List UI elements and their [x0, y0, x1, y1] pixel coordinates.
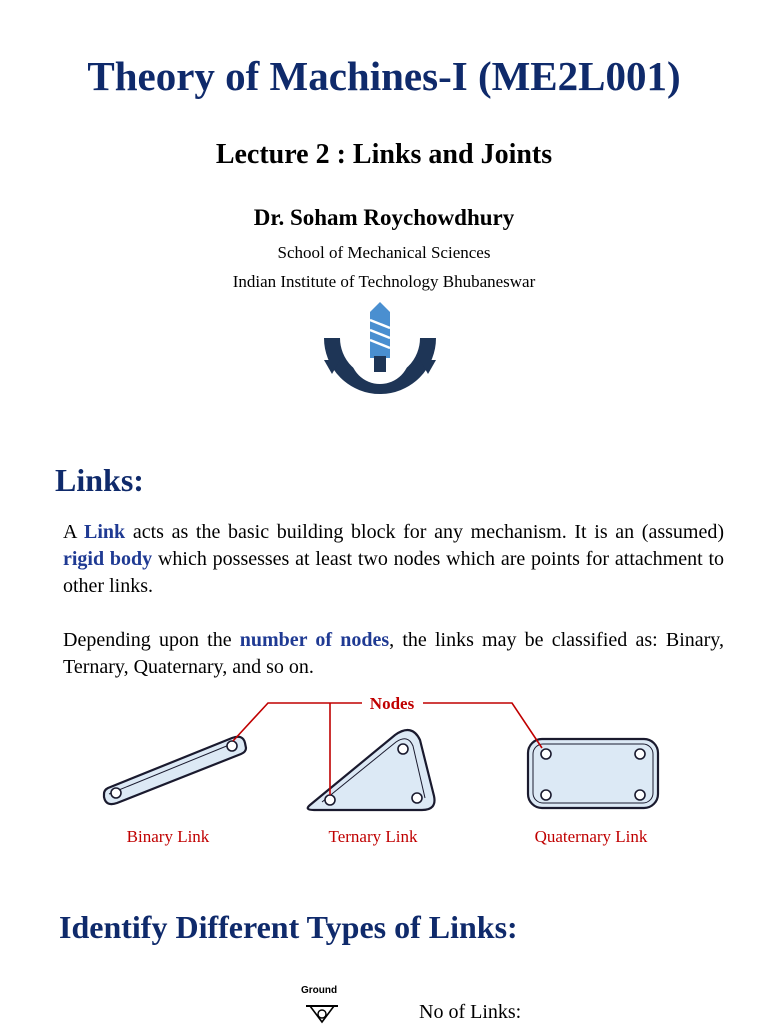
ground-label: Ground [301, 985, 338, 996]
links-heading: Links: [55, 462, 144, 498]
ternary-link-drawing [308, 730, 435, 810]
author-name: Dr. Soham Roychowdhury [253, 205, 515, 230]
identify-links-heading: Identify Different Types of Links: [59, 909, 518, 945]
affiliation-school: School of Mechanical Sciences [277, 243, 491, 262]
quaternary-link-label: Quaternary Link [534, 827, 648, 846]
binary-link-label: Binary Link [126, 827, 210, 846]
ternary-link-label: Ternary Link [328, 827, 418, 846]
term-number-of-nodes: number of nodes [239, 629, 390, 651]
binary-link-drawing [104, 737, 246, 804]
lecture-subtitle: Lecture 2 : Links and Joints [215, 139, 553, 170]
classification-paragraph [63, 627, 724, 681]
term-rigid-body: rigid body [63, 548, 153, 570]
text-run: , the links may be classified as: Binary, Ternary, Quaternary, and so on. [63, 629, 724, 678]
nodes-label: Nodes [369, 694, 415, 713]
number-of-links-label: No of Links: [419, 1001, 522, 1023]
text-run: acts as the basic building block for any mechanism. It is an (assumed) [125, 521, 724, 543]
iit-bhubaneswar-logo [320, 298, 440, 410]
ground-symbol [302, 1000, 342, 1024]
quaternary-link-drawing [528, 739, 658, 808]
affiliation-institute: Indian Institute of Technology Bhubaneswar [232, 272, 536, 291]
link-definition-paragraph [63, 519, 724, 600]
term-link: Link [84, 521, 126, 543]
page-title: Theory of Machines-I (ME2L001) [87, 53, 681, 99]
text-run: A [63, 521, 84, 543]
text-run: Depending upon the [63, 629, 240, 651]
text-run: which possesses at least two nodes which are points for attachment to other links. [63, 548, 724, 597]
